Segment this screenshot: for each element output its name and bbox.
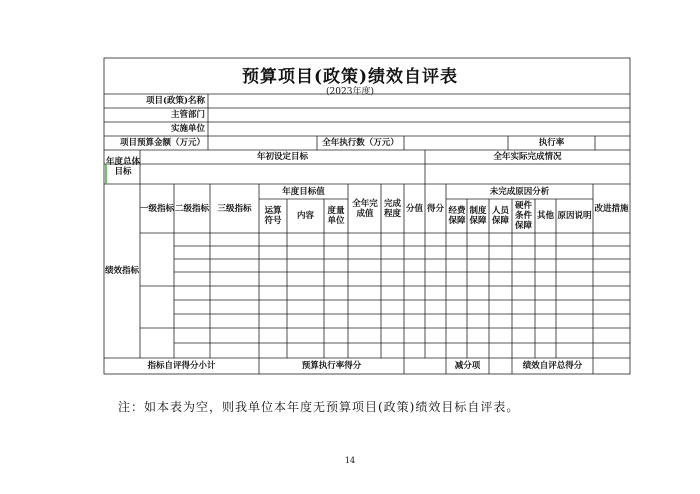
annual-completed-value-label: 全年完成值 — [352, 198, 378, 219]
total-score-label: 绩效自评总得分 — [522, 361, 583, 371]
initial-goal-label: 年初设定目标 — [256, 152, 308, 162]
funding-label: 经费保障 — [448, 206, 466, 226]
budget-amount-label: 项目预算金额（万元） — [119, 138, 205, 148]
implementing-unit-field[interactable] — [208, 122, 630, 136]
footnote: 注：如本表为空，则我单位本年度无预算项目(政策)绩效目标自评表。 — [118, 400, 520, 414]
actual-completion-label: 全年实际完成情况 — [493, 152, 562, 162]
page-subtitle: (2023年度) — [326, 87, 374, 97]
other-label: 其他 — [536, 211, 554, 221]
incomplete-reason-label: 未完成原因分析 — [489, 186, 550, 197]
project-name-label: 项目(政策)名称 — [145, 96, 205, 106]
annual-execution-label: 全年执行数（万元） — [322, 138, 399, 148]
department-label: 主管部门 — [170, 110, 205, 120]
annual-target-value-label: 年度目标值 — [282, 186, 325, 197]
deduction-label: 减分项 — [454, 361, 481, 371]
initial-goal-field[interactable] — [140, 164, 425, 184]
level1-label: 一级指标 — [140, 203, 175, 214]
actual-completion-field[interactable] — [425, 164, 630, 184]
budget-exec-score-label: 预算执行率得分 — [301, 361, 362, 371]
completion-degree-label: 完成程度 — [383, 198, 401, 219]
hardware-label: 硬件条件保障 — [514, 201, 532, 231]
personnel-label: 人员保障 — [491, 206, 509, 226]
weight-label: 分值 — [405, 203, 423, 214]
improvement-label: 改进措施 — [594, 203, 629, 214]
department-field[interactable] — [208, 108, 630, 122]
execution-rate-field[interactable] — [595, 136, 630, 150]
implementing-unit-label: 实施单位 — [170, 124, 205, 134]
subtotal-label: 指标自评得分小计 — [147, 361, 216, 371]
system-label: 制度保障 — [469, 206, 487, 226]
execution-rate-label: 执行率 — [538, 138, 565, 148]
operator-symbol-label: 运算符号 — [264, 206, 282, 226]
unit-label: 度量单位 — [327, 206, 345, 226]
level3-label: 三级指标 — [217, 203, 252, 214]
page-title: 预算项目(政策)绩效自评表 — [241, 67, 459, 87]
budget-amount-field[interactable] — [208, 136, 317, 150]
performance-indicator-label: 绩效指标 — [104, 266, 139, 276]
annual-overall-goal-label: 年度总体目标 — [106, 157, 141, 177]
content-label: 内容 — [296, 211, 314, 221]
level2-label: 二级指标 — [174, 203, 209, 214]
score-label: 得分 — [426, 203, 444, 214]
reason-desc-label: 原因说明 — [557, 211, 592, 221]
annual-execution-field[interactable] — [404, 136, 508, 150]
page-number: 14 — [344, 456, 356, 465]
project-name-field[interactable] — [208, 94, 630, 108]
